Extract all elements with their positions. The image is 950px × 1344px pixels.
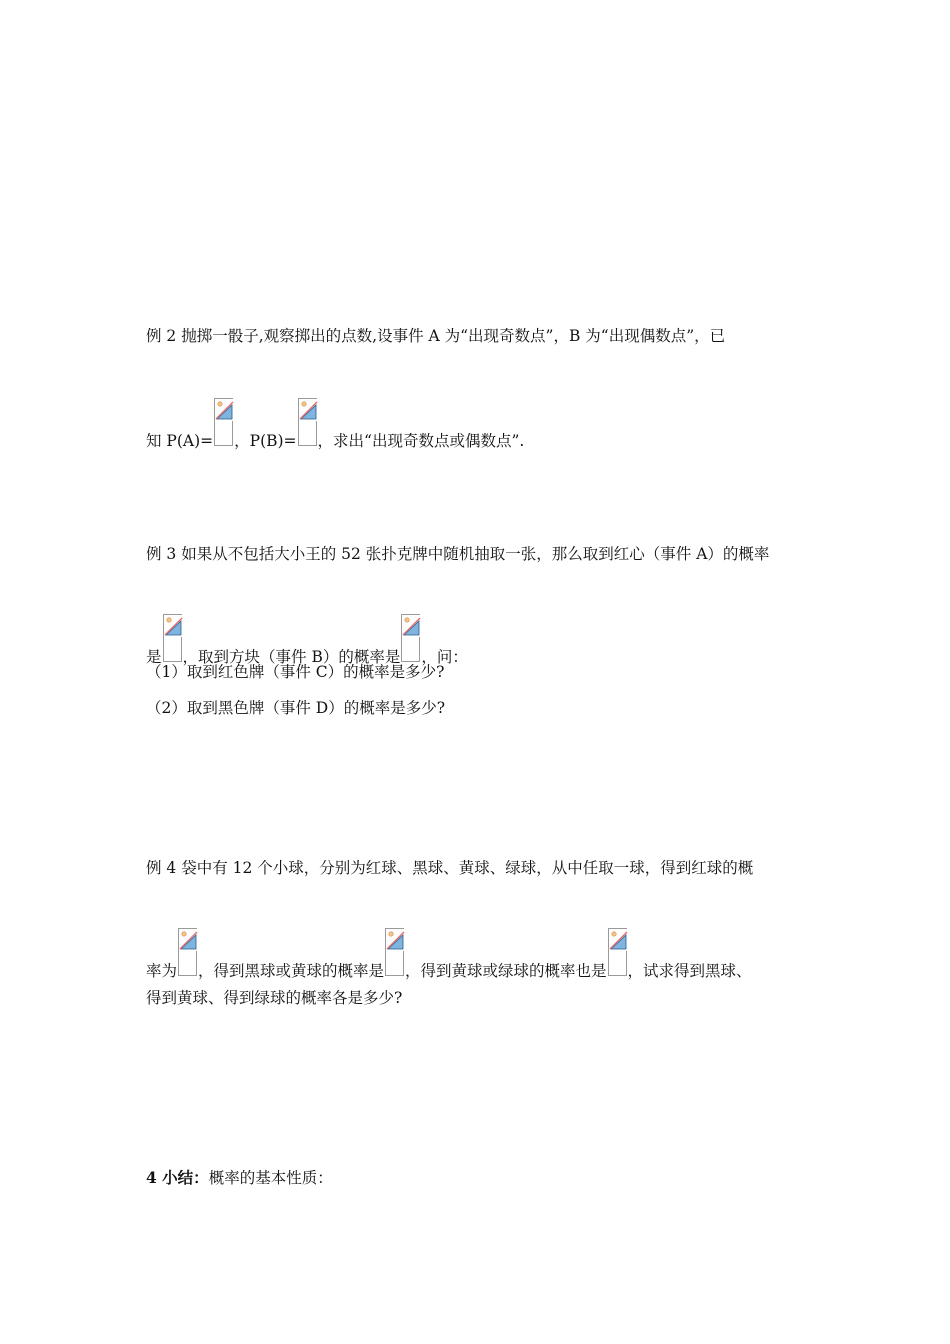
example4-text-2b: ，得到黑球或黄球的概率是 xyxy=(198,962,385,980)
example2-text-2a: 知 P(A)= xyxy=(146,432,214,450)
summary-label: 4 小结： xyxy=(146,1168,209,1187)
example3-line2 xyxy=(146,614,468,667)
example2-text-2c: ，求出“出现奇数点或偶数点”. xyxy=(317,432,525,450)
example3-text-2c: ，问： xyxy=(421,648,468,666)
example4-text-2c: ，得到黄球或绿球的概率也是 xyxy=(405,962,607,980)
summary-line xyxy=(146,1168,333,1188)
example4-text-3: 得到黄球、得到绿球的概率各是多少? xyxy=(146,989,403,1007)
example3-text-2b: ，取到方块（事件 B）的概率是 xyxy=(182,648,401,666)
example2-text-1: 例 2 抛掷一骰子,观察掷出的点数,设事件 A 为“出现奇数点”，B 为“出现偶数点”，已 xyxy=(146,327,726,345)
example3-text-1: 例 3 如果从不包括大小王的 52 张扑克牌中随机抽取一张，那么取到红心（事件 A）的概率 xyxy=(146,545,770,563)
example3-text-2a: 是 xyxy=(146,648,162,666)
example4-line2 xyxy=(146,928,752,981)
example2-line2 xyxy=(146,398,524,451)
example4-text-1: 例 4 袋中有 12 个小球，分别为红球、黑球、黄球、绿球，从中任取一球，得到红球的概 xyxy=(146,859,754,877)
example4-text-2d: ，试求得到黑球、 xyxy=(627,962,752,980)
example3-q1-text: （1）取到红色牌（事件 C）的概率是多少? xyxy=(146,663,445,681)
summary-text: 概率的基本性质： xyxy=(208,1169,333,1187)
image-placeholder-icon xyxy=(163,614,182,662)
image-placeholder-icon xyxy=(401,614,420,662)
example4-text-2a: 率为 xyxy=(146,962,178,980)
example2-text-2b: ，P(B)= xyxy=(234,432,297,450)
example4-line1 xyxy=(146,858,753,878)
example2-line1 xyxy=(146,326,725,346)
example4-line3 xyxy=(146,988,402,1008)
example3-question-1 xyxy=(146,662,444,682)
image-placeholder-icon xyxy=(298,398,317,446)
example3-line1 xyxy=(146,544,769,564)
image-placeholder-icon xyxy=(214,398,233,446)
example3-q2-text: （2）取到黑色牌（事件 D）的概率是多少? xyxy=(146,699,446,717)
example3-question-2 xyxy=(146,698,445,718)
image-placeholder-icon xyxy=(385,928,404,976)
image-placeholder-icon xyxy=(178,928,197,976)
image-placeholder-icon xyxy=(608,928,627,976)
